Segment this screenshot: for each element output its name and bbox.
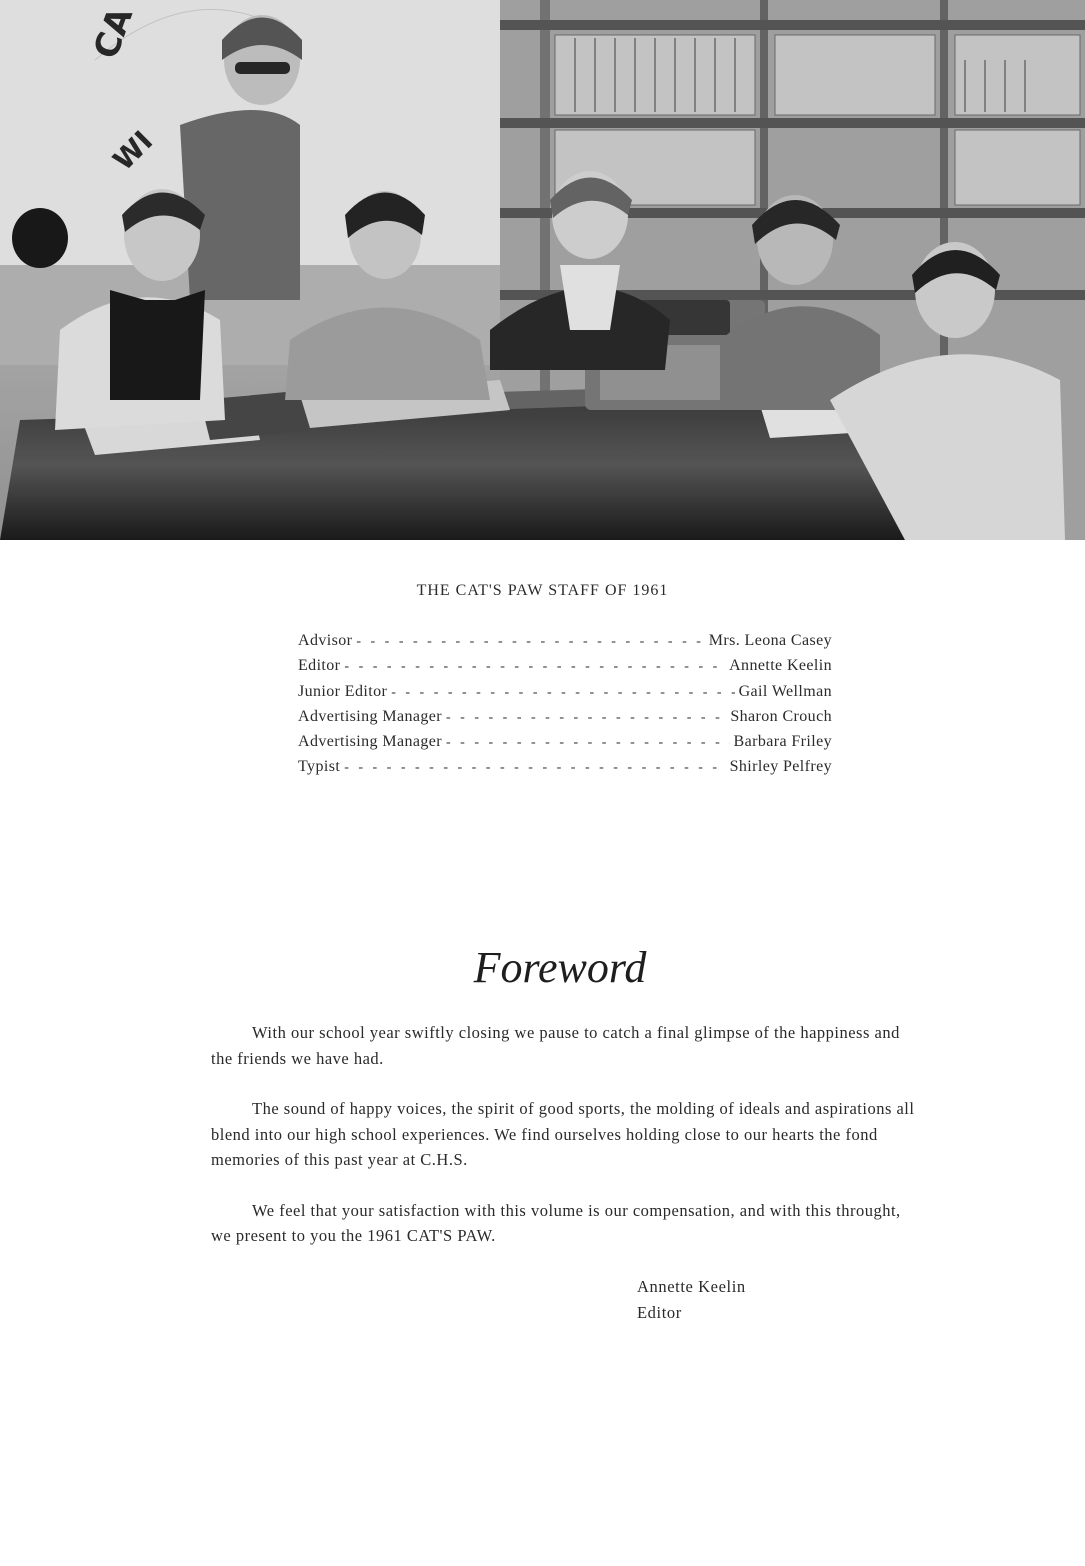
dot-leader xyxy=(391,685,734,701)
staff-title: THE CAT'S PAW STAFF OF 1961 xyxy=(416,582,669,599)
foreword-body xyxy=(211,1020,916,1274)
foreword-paragraph: The sound of happy voices, the spirit of good sports, the molding of ideals and aspirations all blend into our high school experiences. We find ourselves holding close to our hearts the fond memories of this past year at C.H.S. xyxy=(211,1099,915,1169)
dot-leader xyxy=(344,760,725,776)
signature-title: Editor xyxy=(637,1302,682,1322)
dot-leader xyxy=(344,659,725,675)
foreword-heading: Foreword xyxy=(473,943,647,992)
staff-name: Mrs. Leona Casey xyxy=(708,632,832,649)
staff-role: Advertising Manager xyxy=(298,707,443,725)
staff-row-advertising-manager xyxy=(298,708,832,733)
staff-name: Annette Keelin xyxy=(729,657,832,675)
staff-role: Advertising Manager xyxy=(298,733,443,751)
staff-name: Sharon Crouch xyxy=(730,707,832,725)
dot-leader xyxy=(446,710,726,726)
staff-name: Gail Wellman xyxy=(738,682,832,700)
staff-photo xyxy=(0,0,1085,540)
signature-block xyxy=(637,1274,746,1325)
dot-leader xyxy=(446,735,730,751)
staff-row-advertising-manager xyxy=(298,733,832,758)
dot-leader xyxy=(356,634,704,650)
staff-role: Typist xyxy=(298,758,341,776)
signature-name: Annette Keelin xyxy=(637,1277,746,1296)
foreword-paragraph: With our school year swiftly closing we pause to catch a final glimpse of the happiness and the friends we have had. xyxy=(211,1023,900,1068)
staff-list xyxy=(298,632,832,784)
staff-name: Barbara Friley xyxy=(733,733,832,751)
foreword-paragraph: We feel that your satisfaction with this volume is our compensation, and with this throught, we present to you the 1961 CAT'S PAW. xyxy=(211,1200,901,1245)
staff-role: Advisor xyxy=(298,632,353,649)
staff-row-typist xyxy=(298,758,832,783)
staff-row-junior-editor xyxy=(298,683,832,708)
staff-name: Shirley Pelfrey xyxy=(729,758,832,776)
banner-letters-bottom: WI xyxy=(106,124,160,177)
banner-letters-top: CA xyxy=(85,2,142,65)
staff-role: Editor xyxy=(298,657,341,675)
staff-row-advisor xyxy=(298,632,832,657)
staff-role: Junior Editor xyxy=(298,682,388,700)
staff-row-editor xyxy=(298,657,832,682)
staff-photo-illustration xyxy=(0,0,1085,540)
